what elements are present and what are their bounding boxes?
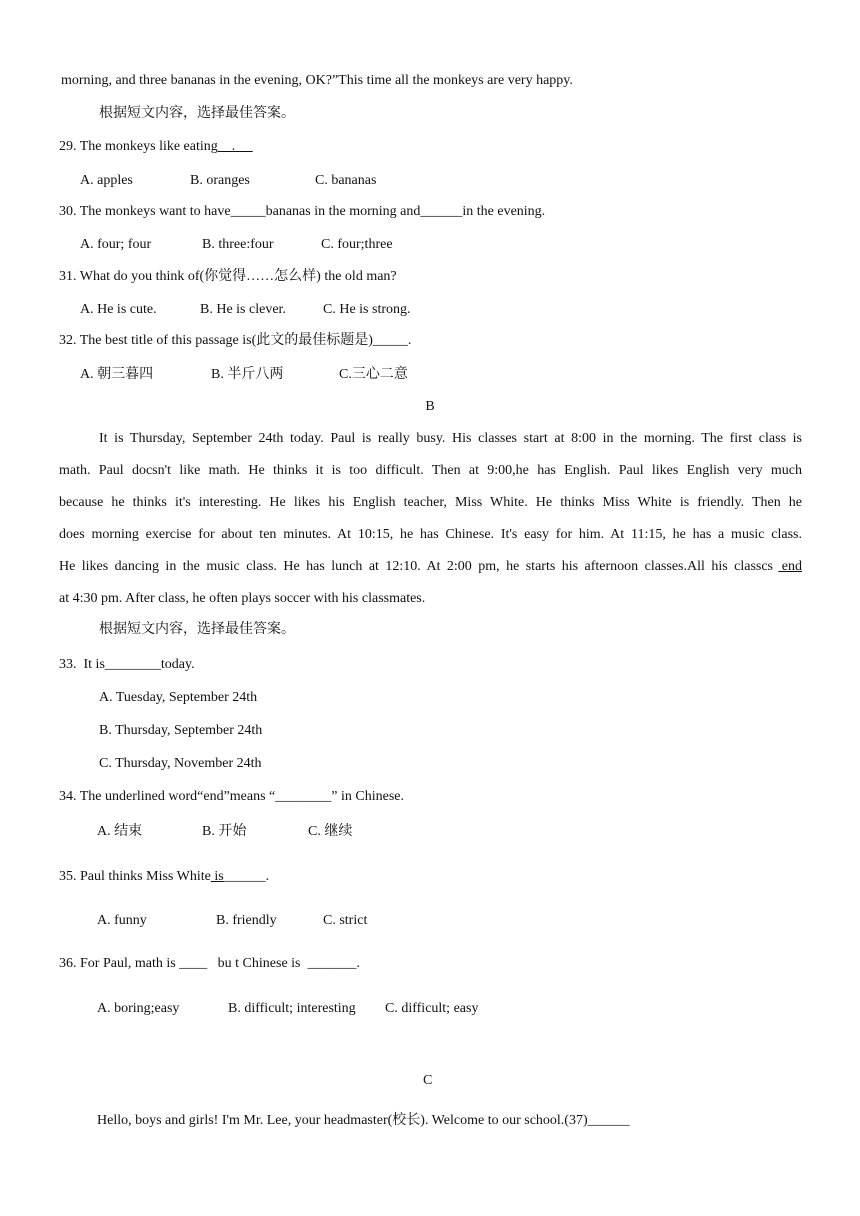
question-30-stem-2: bananas in the morning and bbox=[265, 204, 421, 219]
q35-option-a: A. funny bbox=[97, 913, 147, 928]
question-30-stem-3: in the evening. bbox=[462, 204, 546, 219]
q30-option-a: A. four; four bbox=[80, 237, 152, 252]
passage-b-line-1: It is Thursday, September 24th today. Paul is really busy. His classes start at 8:00 in the morning. The first class is bbox=[99, 431, 802, 446]
question-35-stem: 35. Paul thinks Miss White bbox=[59, 869, 211, 884]
q33-option-a: A. Tuesday, September 24th bbox=[99, 690, 258, 705]
q31-option-a: A. He is cute. bbox=[80, 302, 157, 317]
question-30-blank-1: _____ bbox=[230, 204, 266, 219]
question-30-stem-1: 30. The monkeys want to have bbox=[59, 204, 231, 219]
q34-option-b: B. 开始 bbox=[202, 824, 247, 839]
question-29-stem: 29. The monkeys like eating bbox=[59, 139, 218, 154]
question-30 bbox=[59, 203, 545, 221]
q30-option-b: B. three:four bbox=[202, 237, 274, 252]
instruction-b: 根据短文内容，选择最佳答案。 bbox=[99, 622, 295, 637]
section-c-heading: C bbox=[423, 1073, 433, 1088]
question-35 bbox=[59, 868, 269, 886]
passage-b-line-4: does morning exercise for about ten minutes. At 10:15, he has Chinese. It's easy for him. At 11:15, he has a music class. bbox=[59, 527, 802, 542]
q31-option-b: B. He is clever. bbox=[200, 302, 286, 317]
question-31: 31. What do you think of(你觉得……怎么样) the old man? bbox=[59, 269, 397, 284]
passage-b-line-3: because he thinks it's interesting. He likes his English teacher, Miss White. He thinks Miss White is friendly. Then he bbox=[59, 495, 802, 510]
q29-option-c: C. bananas bbox=[315, 173, 377, 188]
question-29-blank: . bbox=[217, 139, 253, 154]
passage-b-line-5 bbox=[59, 558, 802, 576]
q33-option-c: C. Thursday, November 24th bbox=[99, 756, 262, 771]
q35-option-b: B. friendly bbox=[216, 913, 277, 928]
question-35-blank: ______. bbox=[223, 869, 270, 884]
q32-option-a: A. 朝三暮四 bbox=[80, 367, 154, 382]
question-34: 34. The underlined word“end”means “________” in Chinese. bbox=[59, 789, 404, 804]
q30-option-c: C. four;three bbox=[321, 237, 393, 252]
q35-option-c: C. strict bbox=[323, 913, 368, 928]
q34-option-c: C. 继续 bbox=[308, 824, 353, 839]
passage-b-line-6: at 4:30 pm. After class, he often plays soccer with his classmates. bbox=[59, 591, 426, 606]
q29-option-b: B. oranges bbox=[190, 173, 250, 188]
q29-option-a: A. apples bbox=[80, 173, 133, 188]
instruction-a: 根据短文内容，选择最佳答案。 bbox=[99, 106, 295, 121]
q31-option-c: C. He is strong. bbox=[323, 302, 411, 317]
q36-option-b: B. difficult; interesting bbox=[228, 1001, 356, 1016]
question-30-blank-2: ______ bbox=[420, 204, 463, 219]
question-32: 32. The best title of this passage is(此文的最佳标题是)_____. bbox=[59, 333, 412, 348]
q36-option-c: C. difficult; easy bbox=[385, 1001, 479, 1016]
passage-b-line-5-text: He likes dancing in the music class. He has lunch at 12:10. At 2:00 pm, he starts his afternoon classes.All his classcs bbox=[59, 559, 773, 574]
underlined-word-end: end bbox=[778, 559, 802, 574]
q33-option-b: B. Thursday, September 24th bbox=[99, 723, 263, 738]
q36-option-a: A. boring;easy bbox=[97, 1001, 180, 1016]
passage-c-line-1: Hello, boys and girls! I'm Mr. Lee, your headmaster(校长). Welcome to our school.(37)______ bbox=[97, 1113, 630, 1128]
question-35-underlined: is bbox=[210, 869, 224, 884]
q32-option-c: C.三心二意 bbox=[339, 367, 408, 382]
section-b-heading: B bbox=[425, 399, 435, 414]
question-29 bbox=[59, 138, 253, 156]
question-33: 33. It is________today. bbox=[59, 657, 195, 672]
intro-line: morning, and three bananas in the evening, OK?”This time all the monkeys are very happy. bbox=[61, 73, 573, 88]
q32-option-b: B. 半斤八两 bbox=[211, 367, 284, 382]
passage-b-line-2: math. Paul docsn't like math. He thinks it is too difficult. Then at 9:00,he has English. Paul likes English very much bbox=[59, 463, 802, 478]
q34-option-a: A. 结束 bbox=[97, 824, 143, 839]
question-36: 36. For Paul, math is ____ bu t Chinese is _______. bbox=[59, 956, 360, 971]
